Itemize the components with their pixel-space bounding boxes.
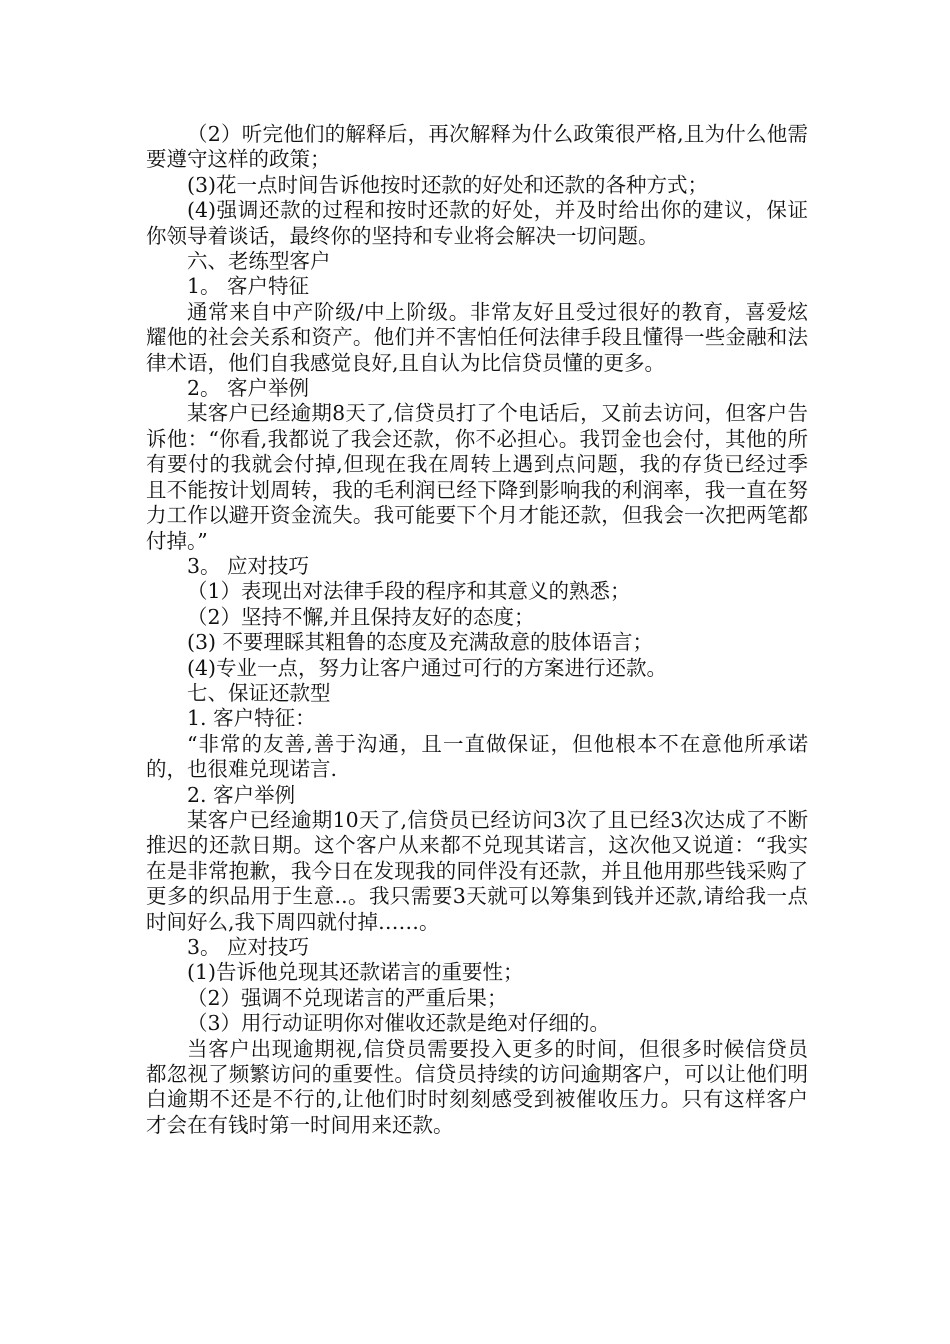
subsection-heading: 1. 客户特征：	[187, 706, 316, 731]
list-item: （2）坚持不懈,并且保持友好的态度；	[187, 604, 535, 629]
list-item: (4)专业一点，努力让客户通过可行的方案进行还款。	[187, 655, 668, 680]
list-item: （3）用行动证明你对催收还款是绝对仔细的。	[187, 1011, 611, 1036]
list-item: （1）表现出对法律手段的程序和其意义的熟悉；	[187, 579, 631, 604]
subsection-heading: 1。 客户特征	[187, 274, 310, 299]
paragraph: (4)强调还款的过程和按时还款的好处，并及时给出你的建议，保证你领导着谈话，最终你的坚持和专业将会解决一切问题。	[146, 198, 808, 248]
paragraph: 某客户已经逾期8天了,信贷员打了个电话后，又前去访问，但客户告诉他：“你看,我都说了我会还款，你不必担心。我罚金也会付，其他的所有要付的我就会付掉,但现在我在周转上遇到点问题，我的存货已经过季且不能按计划周转，我的毛利润已经下降到影响我的利润率，我一直在努力工作以避开资金流失。我可能要下个月才能还款，但我会一次把两笔都付掉。”	[146, 401, 808, 553]
list-item: (1)告诉他兑现其还款诺言的重要性；	[187, 960, 524, 985]
paragraph: (3)花一点时间告诉他按时还款的好处和还款的各种方式；	[187, 172, 709, 197]
paragraph: 某客户已经逾期10天了,信贷员已经访问3次了且已经3次达成了不断推迟的还款日期。这个客户从来都不兑现其诺言，这次他又说道：“我实在是非常抱歉，我今日在发现我的同伴没有还款，并且他用那些钱采购了更多的织品用于生意..。我只需要3天就可以筹集到钱并还款,请给我一点时间好么,我下周四就付掉……。	[146, 807, 808, 934]
subsection-heading: 2。 客户举例	[187, 376, 310, 401]
list-item: (3) 不要理睬其粗鲁的态度及充满敌意的肢体语言；	[187, 630, 654, 655]
section-heading: 六、老练型客户	[187, 249, 331, 274]
subsection-heading: 2. 客户举例	[187, 782, 296, 807]
subsection-heading: 3。 应对技巧	[187, 935, 310, 959]
subsection-heading: 3。 应对技巧	[187, 553, 310, 578]
section-heading: 七、保证还款型	[187, 680, 331, 705]
document-body	[146, 122, 808, 1138]
paragraph: 通常来自中产阶级/中上阶级。非常友好且受过很好的教育，喜爱炫耀他的社会关系和资产。他们并不害怕任何法律手段且懂得一些金融和法律术语，他们自我感觉良好,且自认为比信贷员懂的更多。	[146, 299, 808, 375]
paragraph: （2）听完他们的解释后，再次解释为什么政策很严格,且为什么他需要遵守这样的政策；	[146, 122, 808, 172]
list-item: （2）强调不兑现诺言的严重后果；	[187, 985, 508, 1010]
paragraph: “非常的友善,善于沟通，且一直做保证，但他根本不在意他所承诺的，也很难兑现诺言.	[146, 731, 808, 782]
paragraph: 当客户出现逾期视,信贷员需要投入更多的时间，但很多时候信贷员都忽视了频繁访问的重要性。信贷员持续的访问逾期客户，可以让他们明白逾期不还是不行的,让他们时时刻刻感受到被催收压力。只有这样客户才会在有钱时第一时间用来还款。	[146, 1036, 808, 1137]
